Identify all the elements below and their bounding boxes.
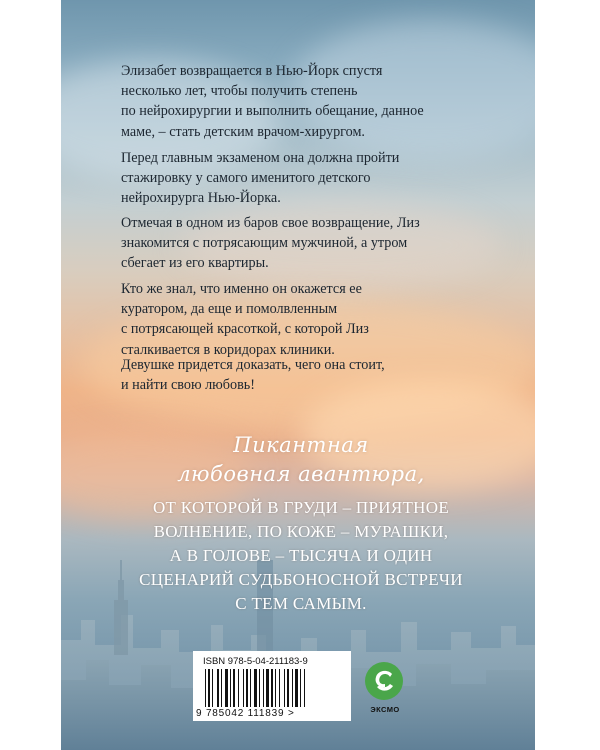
text-line: нейрохирурга Нью-Йорка.	[121, 190, 281, 207]
text-line: знакомится с потрясающим мужчиной, а утром	[121, 235, 408, 252]
blurb-paragraph-5	[121, 355, 541, 395]
text-line: куратором, да еще и помолвленным	[121, 301, 338, 318]
tagline-line: ВОЛНЕНИЕ, ПО КОЖЕ – МУРАШКИ,	[153, 522, 449, 541]
tagline-line: А В ГОЛОВЕ – ТЫСЯЧА И ОДИН	[169, 546, 433, 565]
text-line: Перед главным экзаменом она должна пройти	[121, 150, 400, 166]
tagline-line: С ТЕМ САМЫМ.	[235, 594, 367, 613]
barcode-icon	[203, 669, 341, 707]
tagline-line: СЦЕНАРИЙ СУДЬБОНОСНОЙ ВСТРЕЧИ	[139, 570, 463, 589]
isbn-label: ISBN 978-5-04-211183-9	[203, 656, 308, 667]
eksmo-logo-icon	[364, 661, 404, 701]
text-line: Отмечая в одном из баров свое возвращение, Лиз	[121, 215, 420, 231]
text-line: с потрясающей красоткой, с которой Лиз	[121, 321, 369, 338]
text-line: и найти свою любовь!	[121, 377, 255, 394]
text-line: Девушке придется доказать, чего она стоит,	[121, 357, 385, 373]
blurb-paragraph-4	[121, 279, 541, 360]
barcode-digits: 9 785042 111839 >	[196, 708, 295, 719]
blurb-paragraph-2	[121, 148, 541, 209]
text-line: сбегает из его квартиры.	[121, 255, 269, 272]
text-line: сталкивается в коридорах клиники.	[121, 341, 335, 358]
text-line: Элизабет возвращается в Нью-Йорк спустя	[121, 63, 383, 79]
text-line: по нейрохирургии и выполнить обещание, данное	[121, 103, 424, 120]
tagline-line: ОТ КОТОРОЙ В ГРУДИ – ПРИЯТНОЕ	[152, 498, 449, 517]
tagline-script-line-1: Пикантная	[233, 433, 369, 457]
blurb-paragraph-3	[121, 213, 541, 274]
text-line: стажировку у самого именитого детского	[121, 170, 371, 187]
text-line: несколько лет, чтобы получить степень	[121, 83, 358, 100]
blurb-paragraph-1	[121, 61, 541, 142]
text-line: маме, – стать детским врачом-хирургом.	[121, 123, 365, 140]
text-line: Кто же знал, что именно он окажется ее	[121, 281, 362, 297]
publisher-name: ЭКСМО	[370, 705, 400, 714]
tagline-script-line-2: любовная авантюра,	[177, 462, 425, 486]
